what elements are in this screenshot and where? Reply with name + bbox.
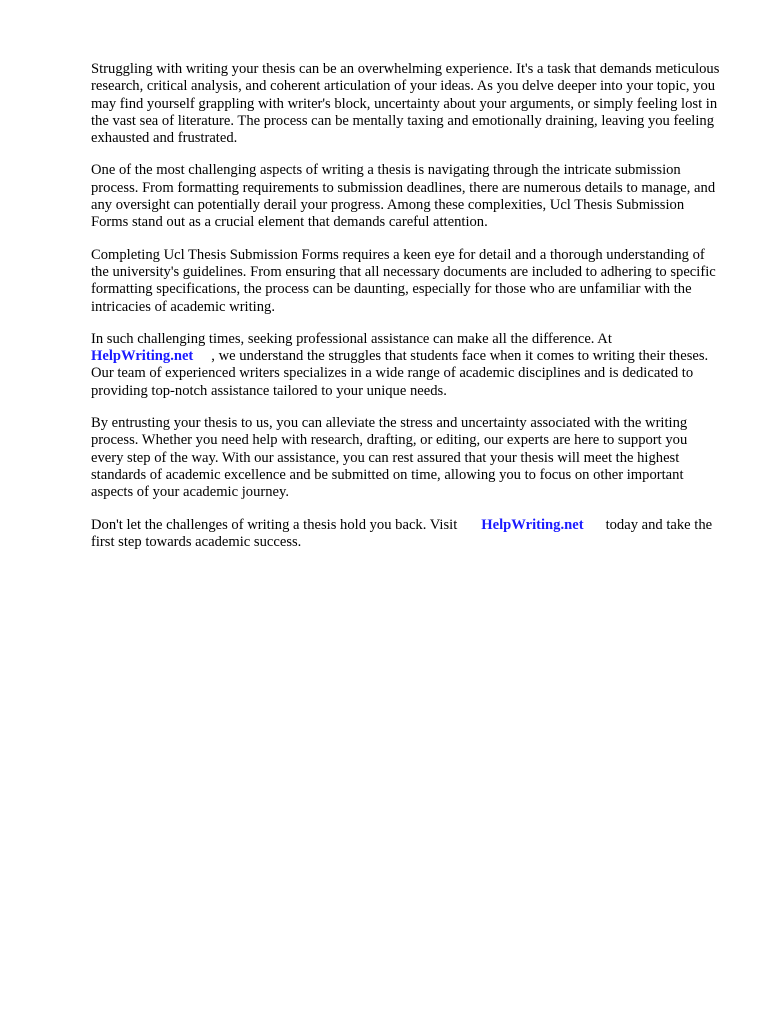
helpwriting-link-2[interactable]: HelpWriting.net — [481, 516, 584, 533]
paragraph-6-text-after: today and take the first step towards academic success. — [91, 516, 713, 550]
paragraph-6-text-before: Don't let the challenges of writing a thesis hold you back. Visit — [91, 516, 458, 533]
paragraph-4-text-before: In such challenging times, seeking professional assistance can make all the difference. At — [91, 330, 612, 347]
paragraph-2: One of the most challenging aspects of writing a thesis is navigating through the intricate submission process. From formatting requirements to submission deadlines, there are numerous details to manage, and any oversight can potentially derail your progress. Among these complexities, Ucl Thesis Submission Forms stand out as a crucial element that demands careful attention. — [91, 162, 716, 231]
document-page — [91, 61, 721, 566]
helpwriting-link-1[interactable]: HelpWriting.net — [91, 348, 194, 365]
paragraph-1: Struggling with writing your thesis can be an overwhelming experience. It's a task that demands meticulous research, critical analysis, and coherent articulation of your ideas. As you delve deeper into your topic, you may find yourself grappling with writer's block, uncertainty about your arguments, or simply feeling lost in the vast sea of literature. The process can be mentally taxing and emotionally draining, leaving you feeling exhausted and frustrated. — [91, 61, 720, 147]
paragraph-3: Completing Ucl Thesis Submission Forms requires a keen eye for detail and a thorough understanding of the university's guidelines. From ensuring that all necessary documents are included to adhering to specific formatting specifications, the process can be daunting, especially for those who are unfamiliar with the intricacies of academic writing. — [91, 246, 716, 315]
paragraph-5: By entrusting your thesis to us, you can alleviate the stress and uncertainty associated with the writing process. Whether you need help with research, drafting, or editing, our experts are here to support you every step of the way. With our assistance, you can rest assured that your thesis will meet the highest standards of academic excellence and be submitted on time, allowing you to focus on other important aspects of your academic journey. — [91, 415, 688, 501]
paragraph-4 — [91, 331, 721, 400]
paragraph-6 — [91, 517, 721, 552]
paragraph-4-text-after: , we understand the struggles that students face when it comes to writing their theses. Our team of experienced writers specializes in a wide range of academic disciplines and is dedicated to providing top-notch assistance tailored to your unique needs. — [91, 348, 709, 399]
